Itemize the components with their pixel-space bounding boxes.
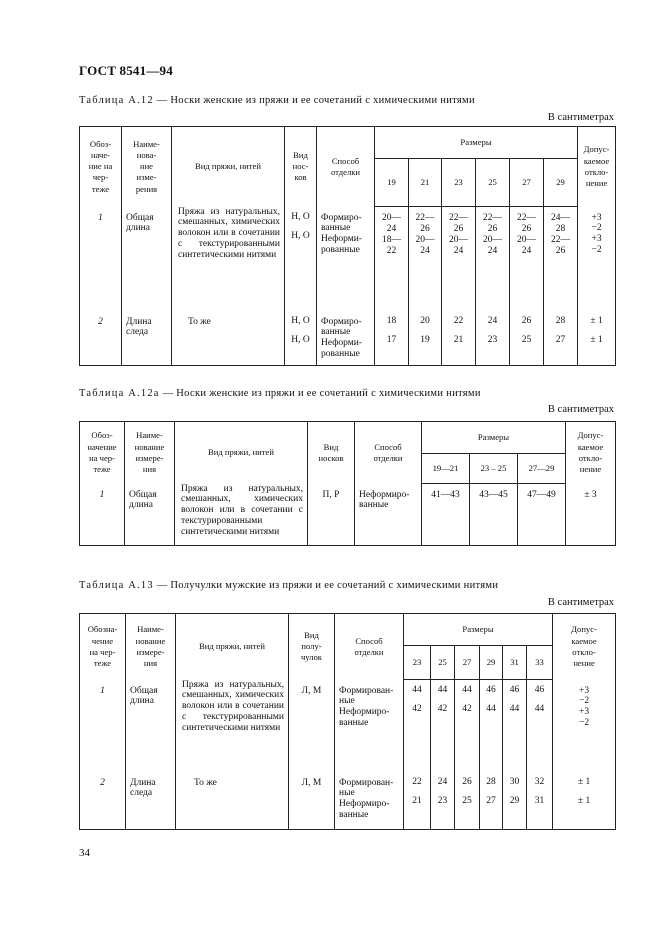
row-yarn: То же: [172, 311, 285, 366]
row-finish: Формирован- ные Неформиро- ванные: [335, 680, 404, 772]
row-kind: Н, О Н, О: [285, 207, 317, 311]
table-row: [80, 772, 616, 830]
table-a13-unit: В сантиметрах: [547, 597, 614, 608]
t13-head-yarn: Вид пряжи, нитей: [176, 614, 289, 680]
table-a12-caption: [79, 95, 475, 106]
t12-head-designation: Обоз- наче- ние на чер- теже: [80, 127, 122, 207]
row-kind: Л, М: [289, 772, 335, 830]
t12a-head-yarn: Вид пряжи, нитей: [175, 422, 308, 484]
row-kind: П, Р: [308, 484, 355, 546]
row-tolerance: +3 −2 +3 −2: [578, 207, 616, 311]
table-row: [80, 207, 616, 311]
row-value: 26 25: [510, 311, 544, 366]
table-row: [80, 311, 616, 366]
row-value: 47—49: [518, 484, 566, 546]
table-a12-caption-text: — Носки женские из пряжи и ее сочетаний с химическими нитями: [153, 95, 475, 106]
t12-size-col: 21: [409, 159, 442, 207]
standard-header: ГОСТ 8541—94: [79, 63, 173, 78]
row-yarn: Пряжа из натуральных, смешанных, химических волокон или в сочетании с текстурированными синтетическими нитями: [172, 207, 285, 311]
t13-head-finish: Способ отделки: [335, 614, 404, 680]
t12a-size-col: 23 – 25: [470, 454, 518, 484]
row-yarn: То же: [176, 772, 289, 830]
table-a13-caption-label: Таблица А.13: [79, 580, 154, 591]
t12-head-measurement: Наиме- нова- ние изме- рения: [122, 127, 172, 207]
row-value: 28 27: [480, 772, 503, 830]
row-value: 44 42: [404, 680, 431, 772]
row-value: 24— 28 22— 26: [544, 207, 578, 311]
t12a-head-finish: Способ отделки: [355, 422, 422, 484]
t13-head-designation: Обозна- чение на чер- теже: [80, 614, 126, 680]
t12a-head-kind: Вид носков: [308, 422, 355, 484]
table-a12-caption-label: Таблица А.12: [79, 95, 154, 106]
row-number: 1: [80, 484, 125, 546]
table-a13-caption-text: — Получулки мужские из пряжи и ее сочетаний с химическими нитями: [153, 580, 499, 591]
row-finish: Неформиро- ванные: [355, 484, 422, 546]
row-number: 1: [80, 207, 122, 311]
row-value: 22— 26 20— 24: [442, 207, 476, 311]
t12a-head-tolerance: Допус- каемое откло- нение: [566, 422, 616, 484]
row-value: 20— 24 18— 22: [375, 207, 409, 311]
table-a12a-caption-label: Таблица А.12а: [79, 388, 160, 399]
row-value: 22— 26 20— 24: [476, 207, 510, 311]
t12-head-yarn: Вид пряжи, нитей: [172, 127, 285, 207]
table-a12a: [79, 421, 616, 546]
table-a12a-caption: [79, 388, 481, 399]
t13-size-col: 27: [455, 646, 480, 680]
t12-size-col: 27: [510, 159, 544, 207]
t12-head-kind: Вид нос- ков: [285, 127, 317, 207]
row-value: 22— 26 20— 24: [409, 207, 442, 311]
row-finish: Формиро- ванные Неформи- рованные: [317, 207, 375, 311]
t12-size-col: 25: [476, 159, 510, 207]
t13-size-col: 31: [503, 646, 527, 680]
row-measurement: Длина следа: [126, 772, 176, 830]
row-number: 2: [80, 311, 122, 366]
t13-size-col: 23: [404, 646, 431, 680]
row-value: 44 42: [455, 680, 480, 772]
t13-size-col: 29: [480, 646, 503, 680]
t12a-head-measurement: Наиме- нование измере- ния: [125, 422, 175, 484]
t12a-size-col: 19—21: [422, 454, 470, 484]
row-value: 46 44: [503, 680, 527, 772]
t12a-size-col: 27—29: [518, 454, 566, 484]
row-number: 2: [80, 772, 126, 830]
row-value: 26 25: [455, 772, 480, 830]
t12-size-col: 29: [544, 159, 578, 207]
row-value: 18 17: [375, 311, 409, 366]
row-yarn: Пряжа из натуральных, смешанных, химических волокон или в сочетании с текстурированными синтетическими нитями: [176, 680, 289, 772]
row-tolerance: +3 −2 +3 −2: [553, 680, 616, 772]
table-row: [80, 680, 616, 772]
row-number: 1: [80, 680, 126, 772]
t13-size-col: 33: [527, 646, 553, 680]
row-value: 46 44: [480, 680, 503, 772]
row-value: 20 19: [409, 311, 442, 366]
table-a12a-caption-text: — Носки женские из пряжи и ее сочетаний с химическими нитями: [159, 388, 481, 399]
row-yarn: Пряжа из натуральных, смешанных, химических волокон или в сочетании с текстурированными синтетическими нитями: [175, 484, 308, 546]
table-a13: [79, 613, 616, 830]
table-a12a-unit: В сантиметрах: [547, 404, 614, 415]
row-value: 28 27: [544, 311, 578, 366]
row-measurement: Общая длина: [122, 207, 172, 311]
t13-head-sizes: Размеры: [404, 614, 553, 646]
t12-size-col: 23: [442, 159, 476, 207]
t13-head-measurement: Наиме- нование измере- ния: [126, 614, 176, 680]
t12-size-col: 19: [375, 159, 409, 207]
row-finish: Формирован- ные Неформиро- ванные: [335, 772, 404, 830]
page-number: 34: [79, 847, 90, 859]
row-value: 41—43: [422, 484, 470, 546]
t12-head-finish: Способ отделки: [317, 127, 375, 207]
row-measurement: Длина следа: [122, 311, 172, 366]
t12a-head-designation: Обоз- начение на чер- теже: [80, 422, 125, 484]
row-tolerance: ± 1 ± 1: [553, 772, 616, 830]
t12a-head-sizes: Размеры: [422, 422, 566, 454]
row-kind: Н, О Н, О: [285, 311, 317, 366]
row-kind: Л, М: [289, 680, 335, 772]
row-value: 30 29: [503, 772, 527, 830]
row-value: 22 21: [404, 772, 431, 830]
table-a12-unit: В сантиметрах: [547, 112, 614, 123]
t13-size-col: 25: [431, 646, 455, 680]
table-a12: [79, 126, 616, 366]
t13-head-kind: Вид полу- чулок: [289, 614, 335, 680]
t12-head-sizes: Размеры: [375, 127, 578, 159]
row-value: 24 23: [431, 772, 455, 830]
row-value: 43—45: [470, 484, 518, 546]
table-a13-caption: [79, 580, 498, 591]
t12-head-tolerance: Допус- каемое откло- нение: [578, 127, 616, 207]
row-value: 44 42: [431, 680, 455, 772]
row-value: 24 23: [476, 311, 510, 366]
row-tolerance: ± 3: [566, 484, 616, 546]
table-row: [80, 484, 616, 546]
row-measurement: Общая длина: [126, 680, 176, 772]
row-finish: Формиро- ванные Неформи- рованные: [317, 311, 375, 366]
row-value: 22 21: [442, 311, 476, 366]
t13-head-tolerance: Допус- каемое откло- нение: [553, 614, 616, 680]
row-measurement: Общая длина: [125, 484, 175, 546]
row-value: 46 44: [527, 680, 553, 772]
row-tolerance: ± 1 ± 1: [578, 311, 616, 366]
row-value: 22— 26 20— 24: [510, 207, 544, 311]
row-value: 32 31: [527, 772, 553, 830]
